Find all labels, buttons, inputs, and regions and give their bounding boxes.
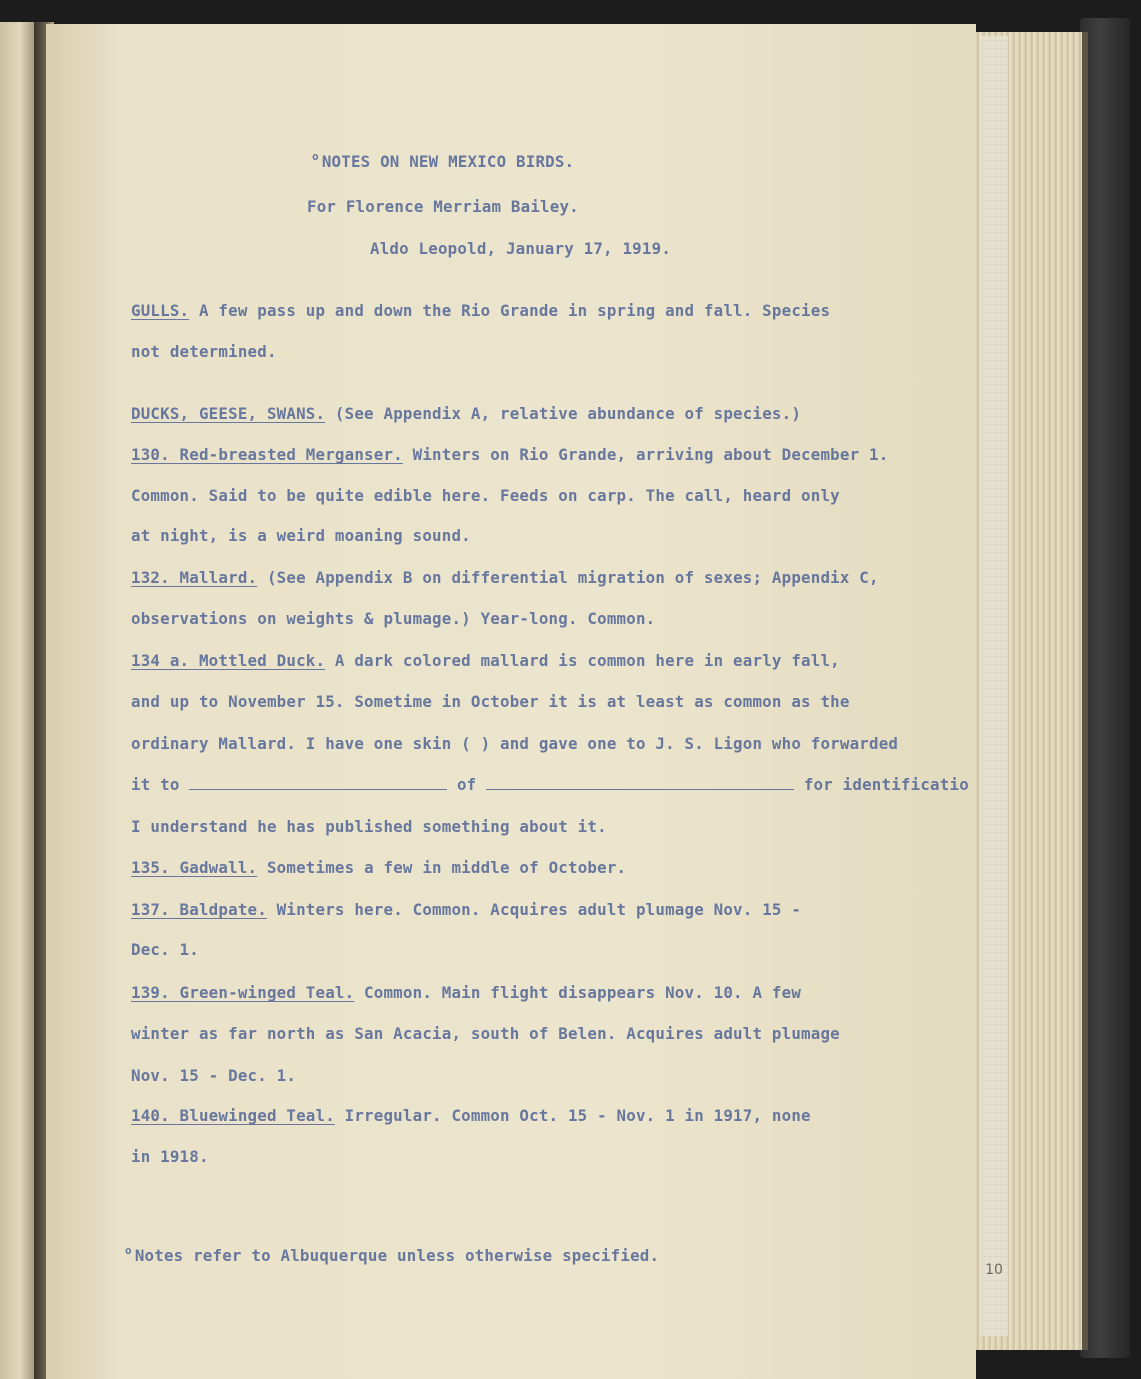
entry-gulls-cont: not determined. [131,342,277,361]
footnote: $^o$ Notes refer to Albuquerque unless otherwise specified. [125,1244,660,1265]
entry-ducks: DUCKS, GEESE, SWANS. (See Appendix A, relative abundance of species.) [131,404,802,423]
entry-134-line2: and up to November 15. Sometime in October it is at least as common as the [131,692,850,711]
left-page [0,22,36,1379]
page-title: $^o$ NOTES ON NEW MEXICO BIRDS. [312,150,575,171]
entry-134-line3: ordinary Mallard. I have one skin ( ) and gave one to J. S. Ligon who forwarded [131,734,899,753]
entry-130-line3: at night, is a weird moaning sound. [131,526,471,545]
entry-135: 135. Gadwall. Sometimes a few in middle of October. [131,858,627,877]
entry-140-line2: in 1918. [131,1147,209,1166]
entry-137: 137. Baldpate. Winters here. Common. Acquires adult plumage Nov. 15 - [131,900,802,919]
entry-137-line2: Dec. 1. [131,940,199,959]
blank-field [189,777,447,790]
entry-130: 130. Red-breasted Merganser. Winters on Rio Grande, arriving about December 1. [131,445,889,464]
page-tab: 10 [985,1262,1003,1278]
entry-gulls: GULLS. A few pass up and down the Rio Grande in spring and fall. Species [131,301,831,320]
page-subtitle: For Florence Merriam Bailey. [307,197,579,216]
blank-field [486,777,794,790]
author-date: Aldo Leopold, January 17, 1919. [370,239,672,258]
entry-132: 132. Mallard. (See Appendix B on differential migration of sexes; Appendix C, [131,568,879,587]
entry-139: 139. Green-winged Teal. Common. Main flight disappears Nov. 10. A few [131,983,802,1002]
entry-134-line5: I understand he has published something about it. [131,817,607,836]
entry-139-line2: winter as far north as San Acacia, south of Belen. Acquires adult plumage [131,1024,840,1043]
entry-134-line4: it to of for identificatio [131,775,969,794]
entry-130-line2: Common. Said to be quite edible here. Feeds on carp. The call, heard only [131,486,840,505]
entry-132-line2: observations on weights & plumage.) Year-long. Common. [131,609,656,628]
entry-139-line3: Nov. 15 - Dec. 1. [131,1066,297,1085]
entry-140: 140. Bluewinged Teal. Irregular. Common Oct. 15 - Nov. 1 in 1917, none [131,1106,811,1125]
measuring-ruler [980,36,1008,1336]
entry-134: 134 a. Mottled Duck. A dark colored mallard is common here in early fall, [131,651,840,670]
